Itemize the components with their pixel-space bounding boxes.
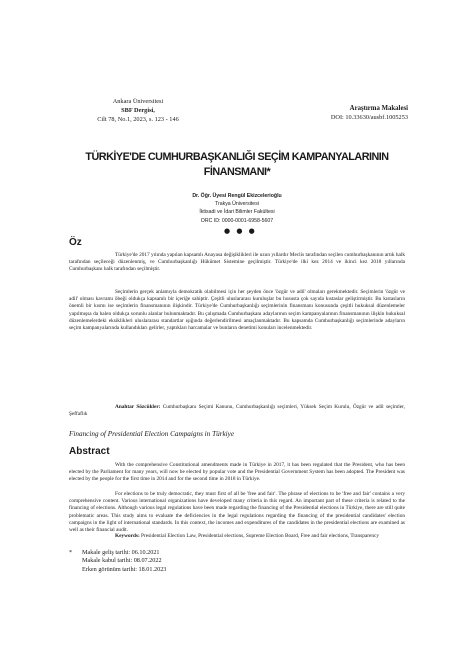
footnote (69, 549, 309, 574)
abstract-paragraph-2 (69, 491, 405, 534)
footnote-mark: * (69, 549, 73, 556)
oz-heading: Öz (69, 237, 82, 248)
oz-keywords (69, 404, 405, 418)
oz-paragraph-2 (69, 289, 405, 332)
footnote-accepted: Makale kabul tarihi: 08.07.2022 (82, 557, 162, 565)
author-orcid: ORC ID: 0000-0001-6958-5607 (200, 217, 274, 224)
article-type: Araştırma Makalesi (349, 105, 408, 112)
abstract-paragraph-2-text: For elections to be truly democratic, they must first of all be 'free and fair'. The phrase of elections to be 'free and fair' contains a very comprehensive content. Various international organizations have developed many criteria in this regard. An important part of these criteria is related to the financing of elections. Although various legal regulations have been made regarding the financing of the Presidential elections in Türkiye, there are still quite problematic areas. This study aims to evaluate the deficiencies in the legal regulations regarding the financing of the presidential candidates' election campaigns in the light of international standards. In this context, the incomes and expenditures of the candidates in the presidential elections are examined as well as their financial audit. (69, 491, 405, 534)
university-name: Ankara Üniversitesi (112, 98, 164, 105)
author-block (140, 192, 334, 225)
oz-keywords-text: Cumhurbaşkanı Seçimi Kanunu, Cumhurbaşkanlığı seçimleri, Yüksek Seçim Kurulu, Özgür ve adil seçimler, Şeffaflık (69, 404, 405, 418)
journal-name: SBF Dergisi, (121, 107, 155, 114)
title-line-1: TÜRKİYE'DE CUMHURBAŞKANLIĞI SEÇİM KAMPANYALARININ (85, 151, 389, 163)
footnote-early-view: Erken görünüm tarihi: 18.01.2023 (82, 565, 167, 573)
english-title: Financing of Presidential Election Campaigns in Türkiye (69, 430, 235, 438)
abstract-heading: Abstract (69, 446, 110, 457)
abstract-paragraph-1 (69, 462, 405, 484)
title-line-2: FİNANSMANI* (203, 166, 271, 178)
journal-header (68, 97, 208, 124)
article-meta (258, 104, 408, 122)
oz-paragraph-2-text: Seçimlerin gerçek anlamıyla demokratik olabilmesi için her şeyden önce 'özgür ve adil' olmaları gerekmektedir. Seçimlerin 'özgür ve adil' olması kavramı öbeği oldukça kapsamlı bir içeriğe sahiptir. Çeşitli uluslararası kuruluşlar bu hususta çok sayıda kıstaslar geliştirmiştir. Bu kıstasların önemli bir kısmı ise seçimlerin finansmanının ilişkindir. Türkiye'de Cumhurbaşkanlığı seçimlerinin finansmanı konusunda çeşitli hukuksal düzenlemeler yapılmışsa da halen oldukça sorunlu alanlar bulunmaktadır. Bu çalışmada Cumhurbaşkanı adaylarının seçim kampanyalarının finansmanının ilişkin hukuksal düzenlemelerdeki eksiklikleri uluslararası standartlar ışığında değerlendirilmesi amaçlanmaktadır. Bu kapsamda Cumhurbaşkanlığı seçimlerinde adayların seçim kampanyalarında kullandıkları gelirler, yaptıkları harcamalar ve bunların denetimi konuları incelenmektedir. (69, 289, 405, 332)
oz-paragraph-1-text: Türkiye'de 2017 yılında yapılan kapsamlı Anayasa değişiklikleri ile uzun yıllardır Meclis tarafından seçilen cumhurbaşkanının artık halk tarafından seçileceği düzenlenmiş, ve Cumhurbaşkanlığı Hükümet Sistemine geçilmiştir. Türkiye'de ilki kez 2014 ve ikinci kez 2018 yıllarında Cumhurbaşkanı halk tarafından seçilmiştir. (69, 252, 405, 273)
abstract-keywords-text: Presidential Election Law, Presidential elections, Supreme Election Board, Free and fair elections, Transparency (141, 533, 379, 539)
abstract-paragraph-1-text: With the comprehensive Constitutional amendments made in Türkiye in 2017, it has been regulated that the President, who has been elected by the Parliament for many years, will now be elected by popular vote and the Presidential Government System has been adopted. The President was elected by the people for the first time in 2014 and for the second time in 2018 in Türkiye. (69, 462, 405, 483)
section-separator: ● ● ● (224, 227, 257, 235)
oz-keywords-label: Anahtar Sözcükler: (115, 404, 161, 410)
abstract-keywords (69, 533, 405, 540)
paper-title (70, 150, 404, 180)
citation-info: Cilt 78, No.1, 2023, s. 123 - 146 (97, 116, 179, 123)
footnote-received: Makale geliş tarihi: 06.10.2021 (82, 549, 160, 556)
abstract-keywords-label: Keywords: (115, 533, 140, 539)
author-faculty: İktisadi ve İdari Bilimler Fakültesi (199, 209, 275, 216)
author-university: Trakya Üniversitesi (215, 201, 259, 208)
author-name: Dr. Öğr. Üyesi Rengül Ekizcelerioğlu (192, 193, 282, 199)
oz-paragraph-1 (69, 252, 405, 274)
doi: DOI: 10.33630/ausbf.1005253 (330, 114, 408, 121)
